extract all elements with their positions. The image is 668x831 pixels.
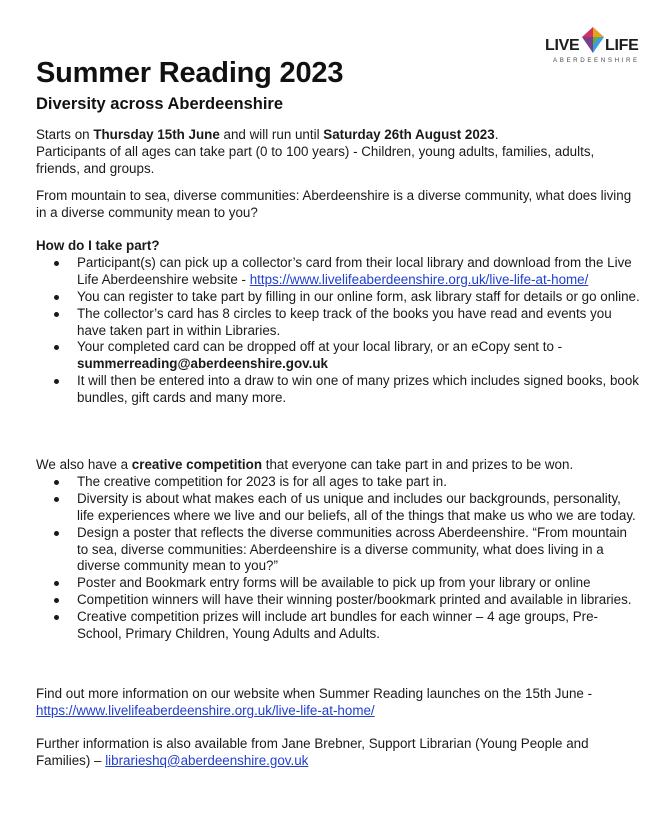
list-item xyxy=(77,339,640,373)
list-item: The creative competition for 2023 is for all ages to take part in. xyxy=(77,474,640,491)
how-to-take-part-section xyxy=(36,238,640,407)
dates-line xyxy=(36,127,640,144)
page-subtitle: Diversity across Aberdeenshire xyxy=(36,95,284,113)
end-date: Saturday 26th August 2023 xyxy=(323,127,495,142)
competition-intro xyxy=(36,457,640,474)
contact-paragraph xyxy=(36,736,640,770)
logo-subtitle: ABERDEENSHIRE xyxy=(553,57,640,64)
competition-section xyxy=(36,457,640,643)
page-title: Summer Reading 2023 xyxy=(36,57,344,89)
competition-intro-prefix: We also have a xyxy=(36,457,132,472)
contact-email-link[interactable]: librarieshq@aberdeenshire.gov.uk xyxy=(105,752,309,768)
intro-section xyxy=(36,127,640,178)
list-item: Creative competition prizes will include art bundles for each winner – 4 age groups, Pre-School, Primary Children, Young Adults and Adults. xyxy=(77,609,640,643)
competition-intro-suffix: that everyone can take part in and prizes to be won. xyxy=(262,457,574,472)
how-heading: How do I take part? xyxy=(36,238,160,253)
how-list xyxy=(36,255,640,407)
dates-prefix: Starts on xyxy=(36,127,94,142)
contact-text: Further information is also available from Jane Brebner, Support Librarian (Young People and Families) – xyxy=(36,736,589,768)
list-item: Diversity is about what makes each of us unique and includes our backgrounds, personality, life experiences where we live and our beliefs, all of the things that make us who we are today. xyxy=(77,491,640,525)
dates-suffix: . xyxy=(494,127,499,142)
find-out-text: Find out more information on our website when Summer Reading launches on the 15th June - xyxy=(36,686,593,701)
competition-intro-bold: creative competition xyxy=(131,457,263,472)
start-date: Thursday 15th June xyxy=(93,127,220,142)
logo-right-word: LIFE xyxy=(605,37,639,54)
live-life-aberdeenshire-logo xyxy=(544,26,639,68)
item-text: Participant(s) can pick up a collector’s card from their local library and download from the Live Life Aberdeenshire website - xyxy=(77,254,632,287)
competition-list xyxy=(36,474,640,643)
find-out-section xyxy=(36,686,640,720)
list-item: Design a poster that reflects the diverse communities across Aberdeenshire. “From mountain to sea, diverse communities: Aberdeenshire is a diverse community, what does living in a diverse community mean to you?” xyxy=(77,525,640,576)
list-item: Competition winners will have their winning poster/bookmark printed and available in libraries. xyxy=(77,592,640,609)
logo-left-word: LIVE xyxy=(545,37,580,54)
find-out-link[interactable]: https://www.livelifeaberdeenshire.org.uk/live-life-at-home/ xyxy=(36,702,375,718)
logo-diamond-icon xyxy=(582,27,604,53)
theme-section xyxy=(36,188,640,222)
list-item: It will then be entered into a draw to win one of many prizes which includes signed books, book bundles, gift cards and many more. xyxy=(77,373,639,406)
list-item: Poster and Bookmark entry forms will be available to pick up from your library or online xyxy=(77,575,640,592)
theme-paragraph: From mountain to sea, diverse communities: Aberdeenshire is a diverse community, what does living in a diverse community mean to you? xyxy=(36,188,632,220)
find-out-paragraph xyxy=(36,686,640,720)
list-item xyxy=(77,255,640,289)
participants-line: Participants of all ages can take part (0 to 100 years) - Children, young adults, families, adults, friends, and groups. xyxy=(36,143,595,176)
list-item: You can register to take part by filling in our online form, ask library staff for details or go online. xyxy=(77,288,640,304)
dates-middle: and will run until xyxy=(219,127,324,142)
summer-reading-email: summerreading@aberdeenshire.gov.uk xyxy=(77,356,328,372)
list-item: The collector’s card has 8 circles to keep track of the books you have read and events you have taken part in within Libraries. xyxy=(77,306,640,340)
website-link[interactable]: https://www.livelifeaberdeenshire.org.uk/live-life-at-home/ xyxy=(249,271,589,287)
contact-section xyxy=(36,736,640,770)
item-text: Your completed card can be dropped off at your local library, or an eCopy sent to - xyxy=(77,339,563,355)
